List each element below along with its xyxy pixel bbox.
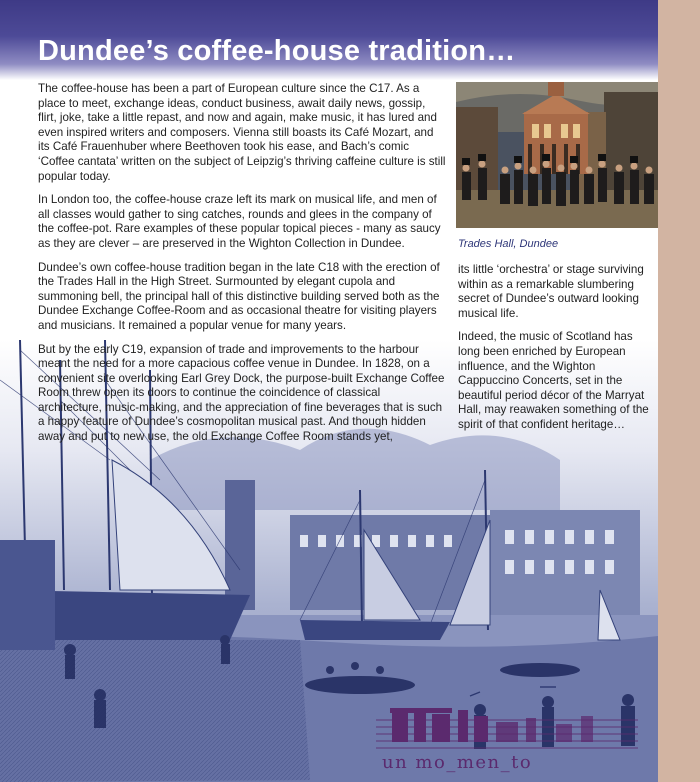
un-momento-logo [376,702,638,774]
photo-caption: Trades Hall, Dundee [458,238,559,250]
paragraph: its little ‘orchestra’ or stage surviving within as a remarkable slumbering secret of Dundee’s outward looking musical life. [458,263,644,320]
paragraph: But by the early C19, expansion of trade and improvements to the harbour meant the need for a more capacious coffee venue in Dundee. In 1828, on a convenient site overlooking Earl Grey Dock, the purpose-built Exchange Coffee Room threw open its doors to continue the coincidence of classical architecture, music-making, and the appreciation of fine beverages that is such a happy feature of Dundee’s cosmopolitan musical past. And though hidden away and put to new use, the old Exchange Coffee Room stands yet, [38,342,445,444]
accent-strip [658,0,700,782]
body-text [38,82,446,454]
page-title: Dundee’s coffee-house tradition… [38,35,516,67]
paragraph: Indeed, the music of Scotland has long been enriched by European influence, and the Wighton Cappuccino Concerts, set in the beautiful period décor of the Marryat Hall, may reawaken something of the spirit of that confident heritage… [458,330,649,431]
logo-text: un mo_men_to [382,752,533,773]
paragraph: Dundee’s own coffee-house tradition began in the late C18 with the erection of the Trades Hall in the High Street. Surmounted by elegant cupola and summoning bell, the principal hall of this distinctive building served both as the Dundee Exchange Coffee-Room and as occasional theatre for visiting players and musicians. It remained a popular venue for many years. [38,260,440,332]
trades-hall-photo [456,82,658,228]
paragraph: In London too, the coffee-house craze left its mark on musical life, and men of all classes would gather to sing catches, rounds and glees in the company of the coffee-pot. Rare examples of these popular topical pieces - many as saucy as they are clever – are preserved in the Wighton Collection in Dundee. [38,193,441,250]
paragraph: The coffee-house has been a part of European culture since the C17. As a place to meet, exchange ideas, conduct business, await daily news, gossip, flirt, joke, take a little repast, and now and again, make music, it has lured and even inspired writers and composers. Vienna still boasts its Café Mozart, and its Café Frauenhuber where Beethoven took his ease, and Bach’s comic ‘Coffee cantata’ written on the subject of Leipzig’s thriving caffeine culture is still popular today. [38,82,446,183]
side-column-text [458,263,654,442]
